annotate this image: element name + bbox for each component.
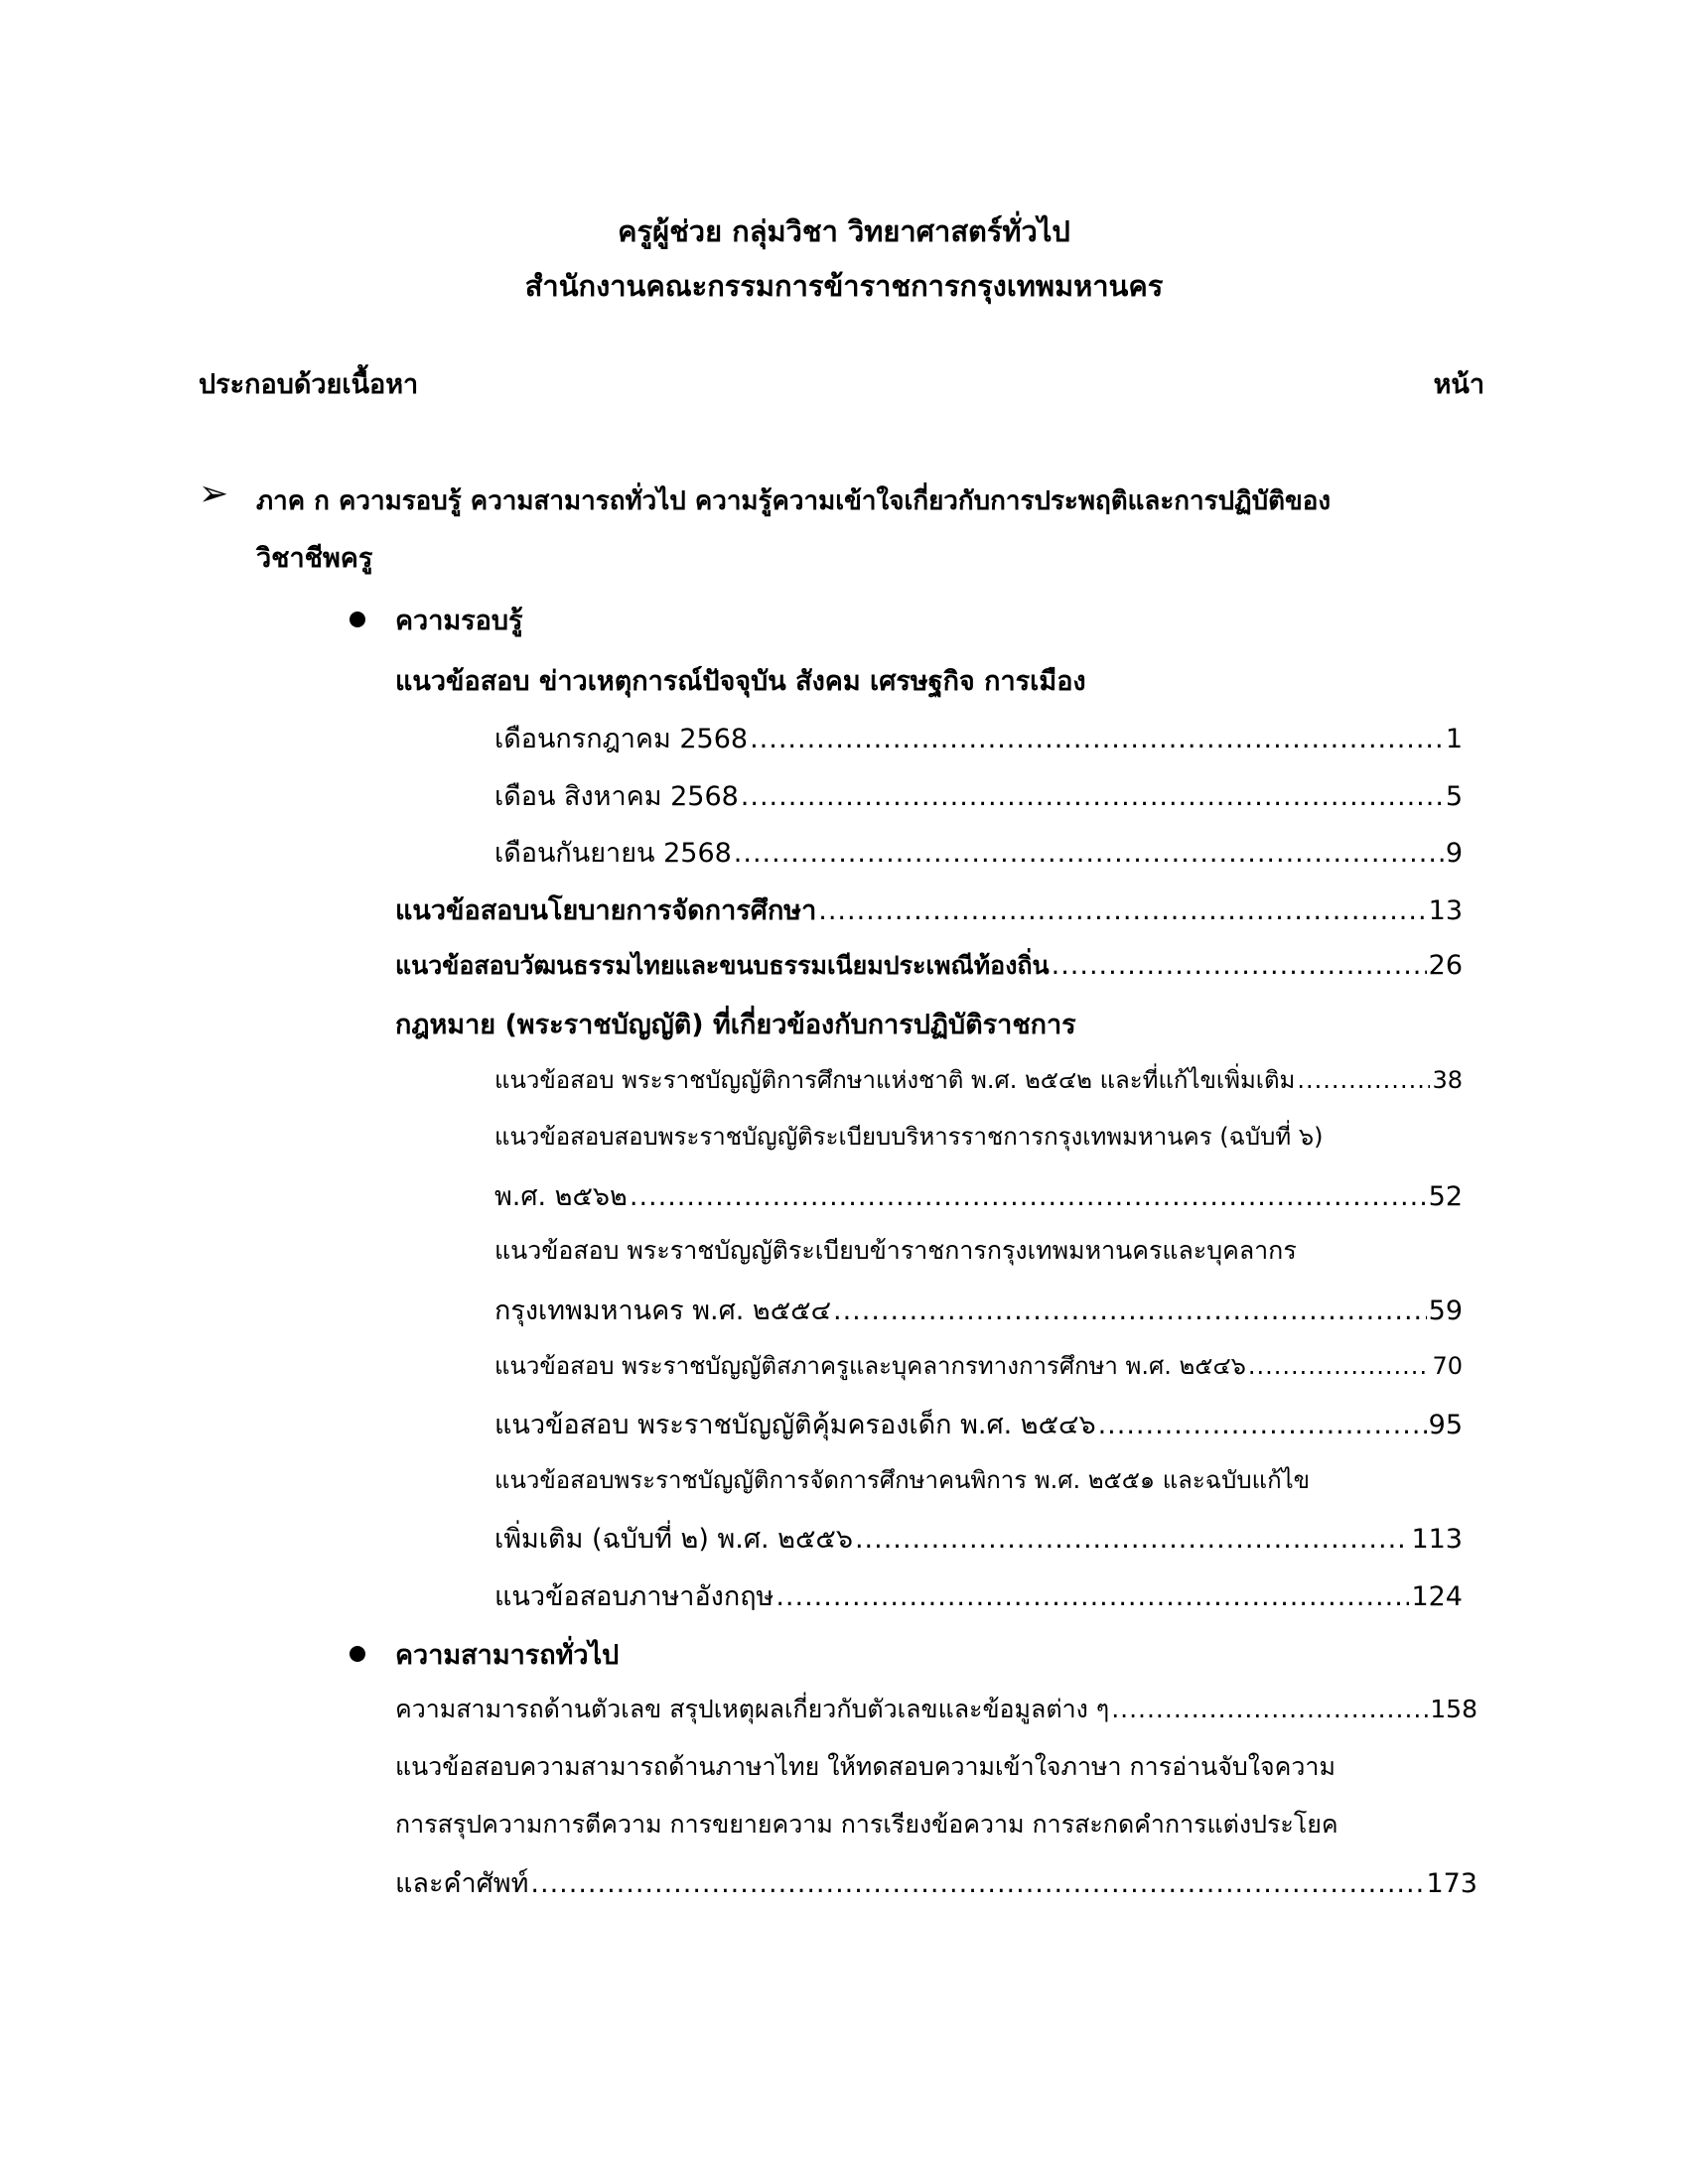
toc-entry-label: แนวข้อสอบภาษาอังกฤษ [494, 1581, 774, 1612]
toc-entry-label: กรุงเทพมหานคร พ.ศ. ๒๕๕๔ [494, 1296, 832, 1326]
document-title: ครูผู้ช่วย กลุ่มวิชา วิทยาศาสตร์ทั่วไป [618, 214, 1070, 248]
law-heading: กฎหมาย (พระราชบัญญัติ) ที่เกี่ยวข้องกับการปฏิบัติราชการ [395, 1010, 1076, 1040]
toc-entry-label: แนวข้อสอบ พระราชบัญญัติสภาครูและบุคลากรทางการศึกษา พ.ศ. ๒๕๔๖ [494, 1352, 1246, 1380]
toc-entry-page: 124 [1411, 1581, 1463, 1612]
toc-entry-page: 1 [1445, 724, 1463, 754]
toc-entry-page: 59 [1428, 1296, 1463, 1326]
toc-entry-label-line1: แนวข้อสอบพระราชบัญญัติการจัดการศึกษาคนพิการ พ.ศ. ๒๕๕๑ และฉบับแก้ไข [494, 1466, 1311, 1494]
news-heading: แนวข้อสอบ ข่าวเหตุการณ์ปัจจุบัน สังคม เศรษฐกิจ การเมือง [395, 666, 1086, 697]
toc-entry-label: เพิ่มเติม (ฉบับที่ ๒) พ.ศ. ๒๕๕๖ [494, 1524, 853, 1555]
toc-entry[interactable] [395, 1861, 1477, 1904]
bullet-icon [350, 612, 365, 627]
toc-entry-label: แนวข้อสอบนโยบายการจัดการศึกษา [395, 895, 817, 926]
toc-entry-page: 26 [1428, 950, 1463, 981]
toc-entry[interactable] [494, 1574, 1463, 1617]
toc-entry[interactable] [494, 831, 1463, 874]
toc-entry-page: 5 [1445, 781, 1463, 812]
knowledge-heading: ความรอบรู้ [395, 606, 523, 636]
document-subtitle: สำนักงานคณะกรรมการข้าราชการกรุงเทพมหานคร [524, 269, 1164, 303]
toc-contents-label: ประกอบด้วยเนื้อหา [199, 369, 419, 400]
toc-entry[interactable] [494, 717, 1463, 759]
toc-entry[interactable] [494, 1174, 1463, 1217]
toc-entry-label: แนวข้อสอบ พระราชบัญญัติการศึกษาแห่งชาติ พ.ศ. ๒๕๔๒ และที่แก้ไขเพิ่มเติม [494, 1066, 1296, 1094]
toc-entry[interactable] [494, 1060, 1463, 1099]
toc-entry-page: 9 [1445, 838, 1463, 869]
ability-heading: ความสามารถทั่วไป [395, 1640, 620, 1671]
toc-entry-label: ความสามารถด้านตัวเลข สรุปเหตุผลเกี่ยวกับตัวเลขและข้อมูลต่าง ๆ [395, 1695, 1110, 1723]
arrow-bullet-icon: ➢ [199, 474, 229, 514]
toc-entry[interactable] [494, 1346, 1463, 1385]
toc-entry[interactable] [494, 1403, 1463, 1445]
toc-entry-page: 70 [1432, 1352, 1463, 1380]
toc-entry-page: 95 [1428, 1410, 1463, 1440]
toc-entry-page: 38 [1432, 1066, 1463, 1094]
toc-entry-page: 158 [1430, 1695, 1477, 1723]
toc-entry-label-line1: แนวข้อสอบความสามารถด้านภาษาไทย ให้ทดสอบความเข้าใจภาษา การอ่านจับใจความ [395, 1752, 1336, 1781]
toc-entry[interactable] [395, 888, 1463, 931]
toc-entry-label: เดือนกันยายน 2568 [494, 838, 732, 869]
toc-entry-label-line1: แนวข้อสอบสอบพระราชบัญญัติระเบียบบริหารราชการกรุงเทพมหานคร (ฉบับที่ ๖) [494, 1123, 1324, 1151]
toc-entry-label-line2: การสรุปความการตีความ การขยายความ การเรียงข้อความ การสะกดคำการแต่งประโยค [395, 1810, 1338, 1839]
toc-page-label: หน้า [1433, 369, 1484, 400]
section-a-title: ภาค ก ความรอบรู้ ความสามารถทั่วไป ความรู้ความเข้าใจเกี่ยวกับการประพฤติและการปฏิบัติของ [256, 486, 1332, 516]
toc-entry-label: เดือนกรกฎาคม 2568 [494, 724, 749, 754]
toc-entry-label: เดือน สิงหาคม 2568 [494, 781, 739, 812]
toc-entry-label: แนวข้อสอบ พระราชบัญญัติคุ้มครองเด็ก พ.ศ. ๒๕๔๖ [494, 1410, 1096, 1440]
toc-entry[interactable] [494, 1289, 1463, 1331]
bullet-icon [350, 1646, 365, 1662]
toc-entry-page: 173 [1426, 1868, 1477, 1899]
toc-entry[interactable] [395, 1690, 1477, 1729]
toc-entry[interactable] [494, 1517, 1463, 1560]
section-a-title-cont: วิชาชีพครู [256, 543, 373, 574]
toc-entry-page: 52 [1428, 1181, 1463, 1212]
toc-entry-page: 113 [1411, 1524, 1463, 1555]
toc-entry[interactable] [395, 946, 1463, 986]
toc-entry-label: และคำศัพท์ [395, 1868, 529, 1899]
toc-entry-label: พ.ศ. ๒๕๖๒ [494, 1181, 628, 1212]
toc-entry[interactable] [494, 774, 1463, 817]
toc-entry-page: 13 [1428, 895, 1463, 926]
toc-entry-label: แนวข้อสอบวัฒนธรรมไทยและขนบธรรมเนียมประเพณีท้องถิ่น [395, 951, 1050, 980]
toc-entry-label-line1: แนวข้อสอบ พระราชบัญญัติระเบียบข้าราชการกรุงเทพมหานครและบุคลากร [494, 1236, 1297, 1265]
